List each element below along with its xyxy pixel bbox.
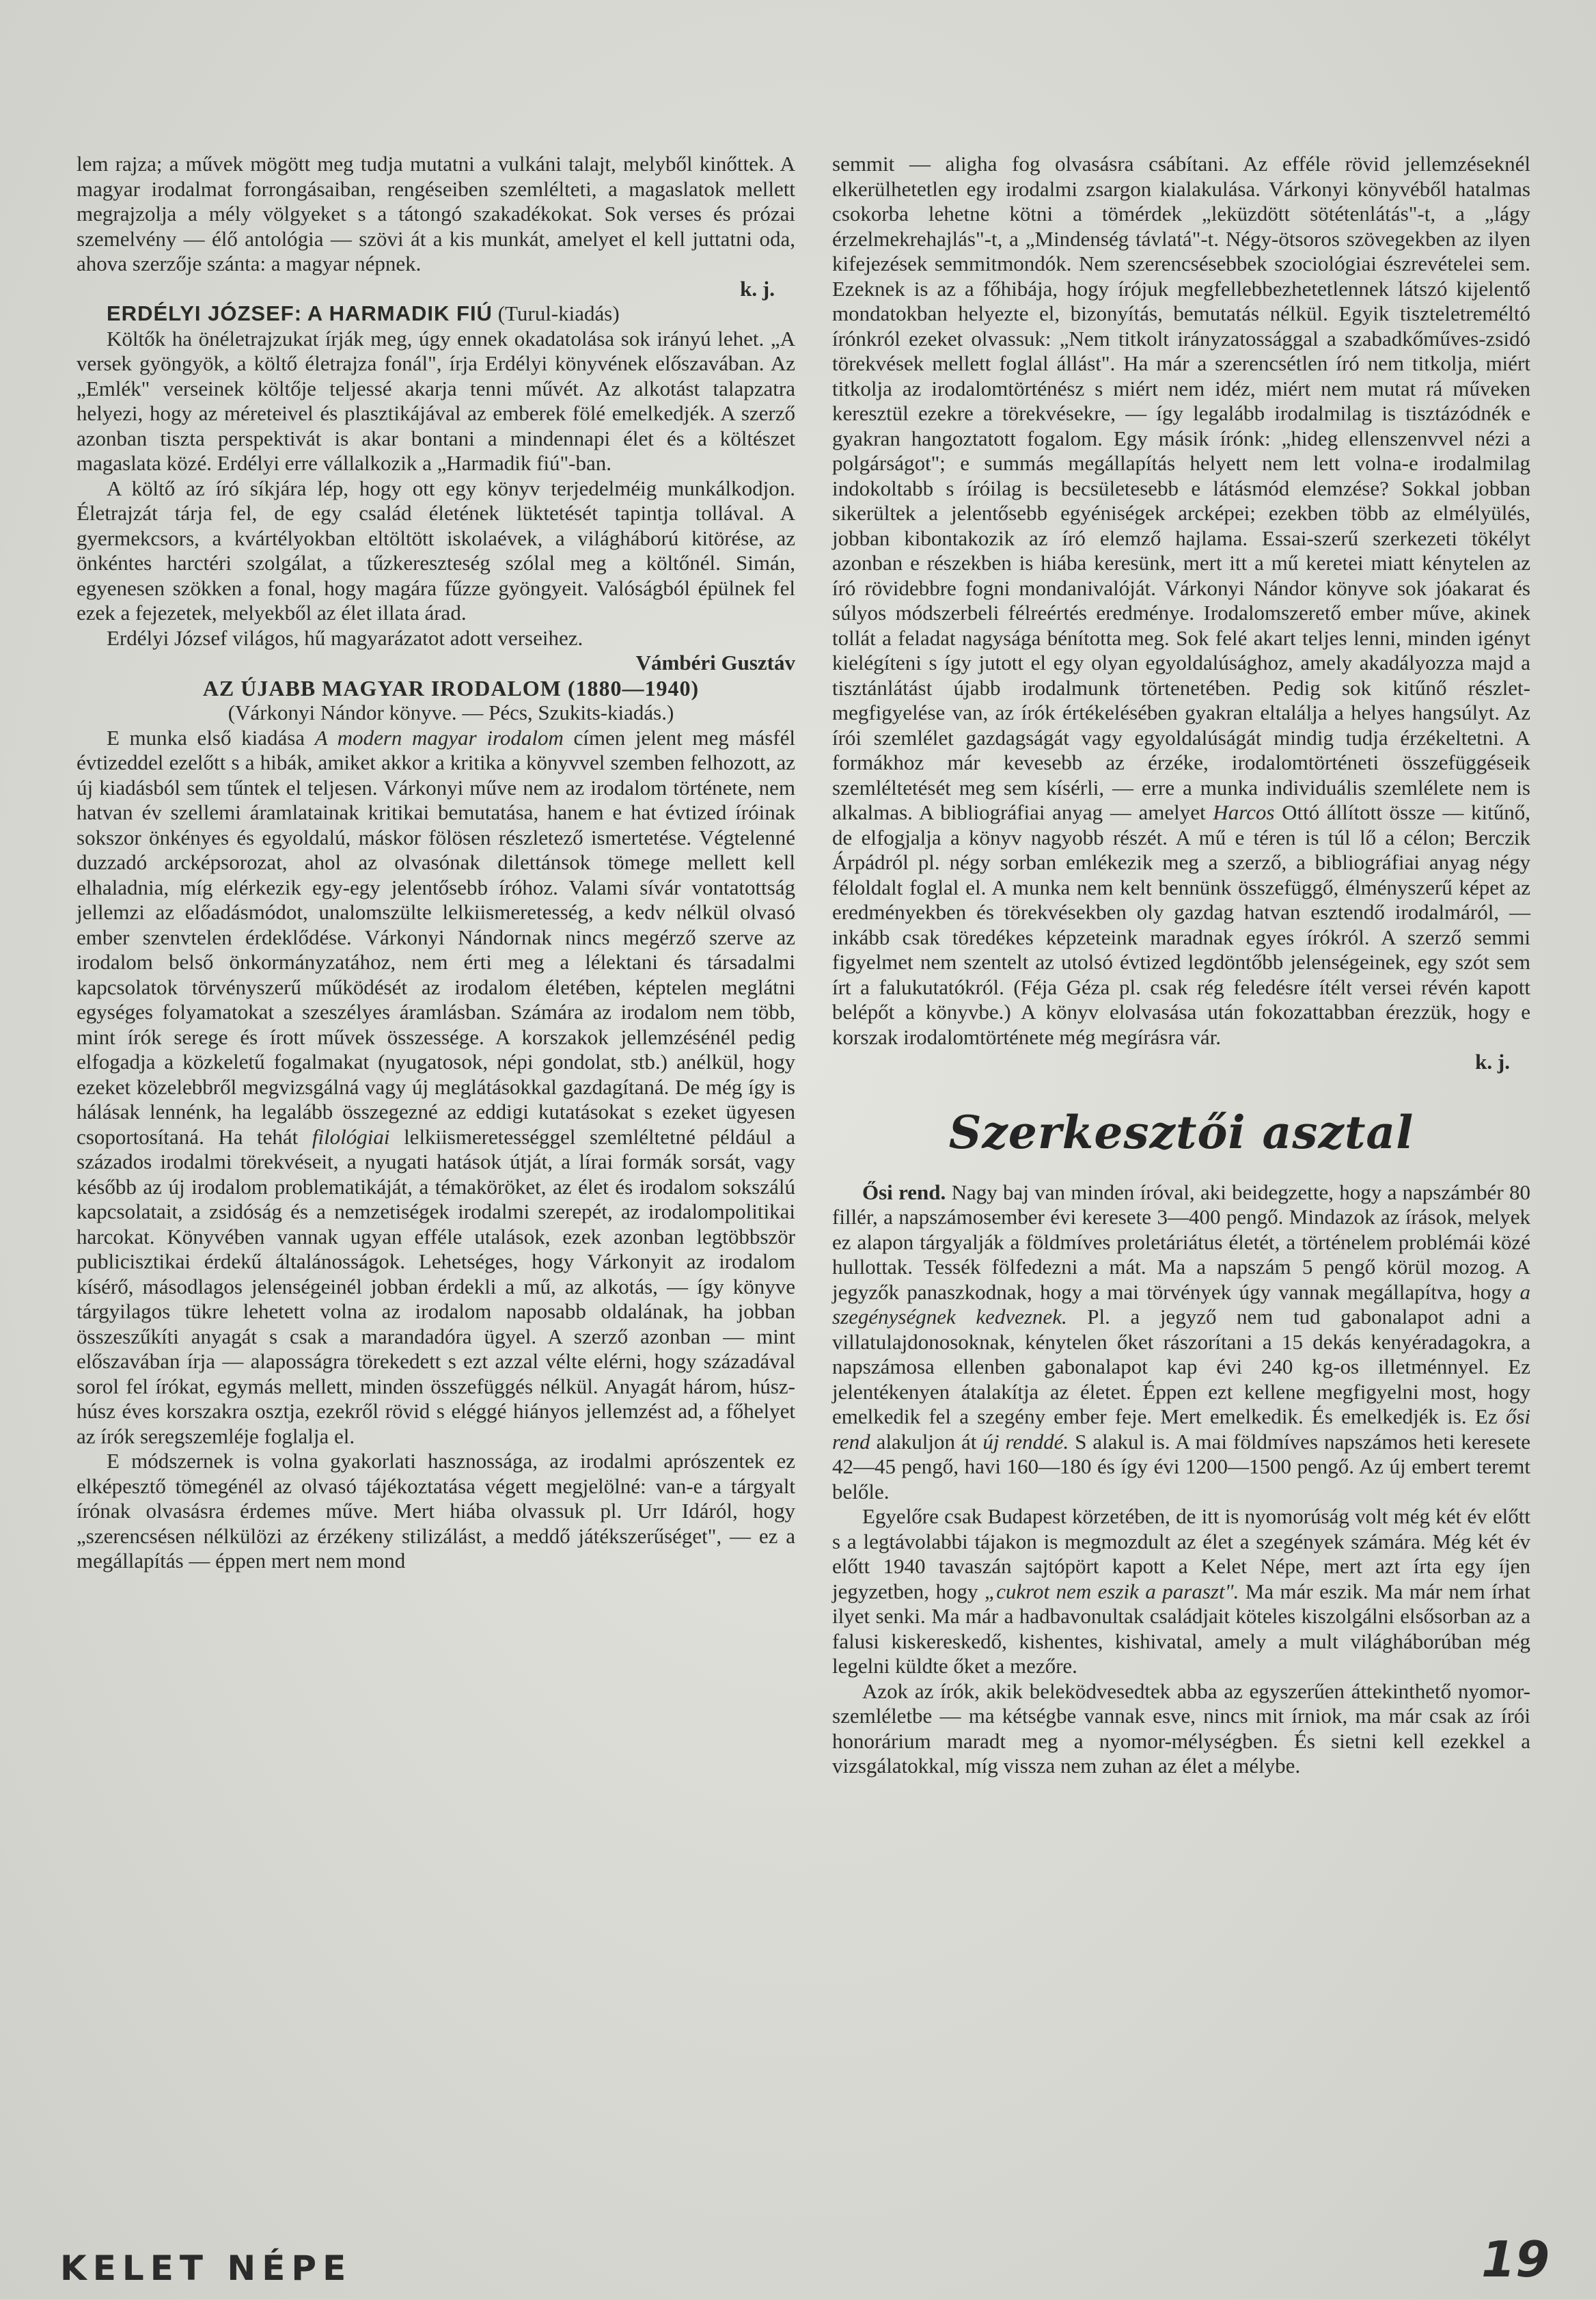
- review2-title: AZ ÚJABB MAGYAR IRODALOM (1880—1940): [202, 675, 700, 700]
- text-run: Nagy baj van minden íróval, aki beidegzette, hogy a napszámbér 80 fillér, a napszámosember évi keresete 3—400 pengő. Mindazok az írások, melyek ez alapon tárgyalják a földmíves proletáriátus életét, a történelem problémái közé hullottak. Tessék fölfedezni a mát. Ma a napszám 5 pengő körül mozog. A jegyzők panaszkodnak, hogy a mai törvények úgy vannak megállapítva, hogy: [832, 1180, 1531, 1304]
- review1-paragraph: A költő az író síkjára lép, hogy ott egy könyv terjedelméig munkálkodjon. Életrajzát tárja fel, de egy család életének lüktetését tapintja tollával. A gyermekcsors, a kvártélyokban eltöltött iskolaévek, a világháború kitörése, az önkéntes harctéri szolgálat, a tűzkereszteség szólal meg a költőnél. Simán, egyenesen szökken a fonal, hogy magára fűzze gyöngyeit. Valóságból épülnek fel ezek a fejezetek, melyekből az élet illata árad.: [77, 476, 795, 625]
- review1-paragraph: Költők ha önéletrajzukat írják meg, úgy ennek okadatolása sok irányú lehet. „A versek gyöngyök, a költő életrajza fonál", írja Erdélyi könyvének előszavában. Az „Emlék" verseinek költője teljessé akarja tenni művét. Az alkotást talapzatra helyezi, hogy az méreteivel és plasztikájával az emberek fölé emelkedjék. A szerző azonban tiszta perspektivát is akar bontani a mindennapi élet és a költészet magaslata közé. Erdélyi erre vállalkozik a „Harmadik fiú"-ban.: [77, 326, 795, 475]
- review-author: ERDÉLYI JÓZSEF:: [107, 301, 303, 325]
- review2-continuation: [832, 152, 1530, 1050]
- intro-paragraph: lem rajza; a művek mögött meg tudja mutatni a vulkáni talajt, melyből kinőttek. A magyar irodalmat forrongásaiban, rengéseiben szemlélteti, a magaslatok mellett megrajzolja a mély völgyeket s a tátongó szakadékokat. Sok verses és prózai szemelvény — élő antológia — szövi át a kis munkát, amelyet el kell juttatni oda, ahova szerzője szánta: a magyar népnek.: [77, 152, 795, 275]
- editorial-paragraph: Azok az írók, akik beleködvesedtek abba az egyszerűen áttekinthető nyomor-szemléletbe — ma kétségbe vannak esve, nincs mit írniok, ma már csak az írói honorárium maradt meg a nyomor-mélységben. És sietni kell ezekkel a vizsgálatokkal, míg vissza nem zuhan az élet a mélybe.: [832, 1678, 1530, 1778]
- italic-phrase: új renddé.: [982, 1429, 1069, 1454]
- italic-name: Harcos: [1213, 800, 1275, 824]
- text-run: lelkiismeretességgel szemléltetné például a százados irodalmi törekvéseit, a nyugati hatások útját, a lírai formák sorsát, vagy később az új irodalom problematikáját, a témaköröket, az élet és irodalom sokszálú kapcsolatait, a zsidóság és a nemzetiségek irodalmi szerepét, az irodalompolitikai harcokat. Könyvében vannak ugyan efféle utalások, ezek azonban legtöbbször publicisztikai érdekű általánosságok. Lehetséges, hogy Várkonyit az irodalom kísérő, másodlagos jelenségeinél jobban érdekli a mű, az alkotás, — így könyve tárgyilagos tükre lehetett volna az irodalom naposabb oldalának, ha jobban összeszűkíti anyagát s csak a marandadóra ügyel. A szerző azonban — mint előszavában írja — alaposságra törekedett s ezt azzal vélte elérni, hogy századával sorol fel írókat, egymás mellett, minden összefüggés nélkül. Anyagát három, húsz-húsz éves korszakra osztja, ezekről rövid s eléggé hiányos jellemzést ad, a főhelyet az írók seregszemléje foglalja el.: [77, 1124, 795, 1448]
- italic-book-title: A modern magyar irodalom: [314, 725, 564, 750]
- review1-paragraph: Erdélyi József világos, hű magyarázatot adott verseihez.: [107, 625, 583, 650]
- review-publisher: (Turul-kiadás): [497, 301, 620, 325]
- text-run: S alakul is. A mai földmíves napszámos heti keresete 42—45 pengő, havi 160—180 és így évi 1200—1500 pengő. Az új embert teremt belőle.: [832, 1429, 1531, 1504]
- review2-paragraph: [77, 726, 795, 1450]
- text-run: E munka első kiadása: [107, 725, 315, 750]
- right-column: [832, 152, 1530, 1779]
- intro-signature: k. j.: [740, 276, 775, 301]
- review-book-title: A HARMADIK FIÚ: [307, 301, 493, 325]
- text-run: Ottó állított össze — kitűnő, de elfogjalja a könyv nagyobb részét. A mű e téren is túl lő a célon; Berczik Árpádról pl. négy sorban emlékezik meg a szerző, a bibliográfiai anyag négy féloldalt foglal el. A munka nem kelt bennünk összefüggő, élményszerű képet az eredményekben és törekvésekben oly gazdag hatvan esztendő irodalmáról, — inkább csak töredékes képzeteink maradnak egyes írókról. A szerző semmi figyelmet nem szentelt az utolsó évtized legdöntőbb jelenségeinek, egy szót sem írt a falukutatókról. (Féja Géza pl. csak rég feledésre ítélt versei révén kapott belépőt a könyvbe.) A könyv elolvasása után fokozattabban érezzük, hogy e korszak irodalomtörténete még megírásra vár.: [832, 800, 1531, 1049]
- review2-signature: k. j.: [1475, 1050, 1510, 1074]
- editorial-paragraph: [832, 1180, 1530, 1505]
- text-run: Egyelőre csak Budapest körzetében, de itt is nyomorúság volt még két év előtt s a legtávolabbi tájakon is megmozdult az élet a szegények számára. Még két év előtt 1940 tavaszán sajtópört kapott a Kelet Népe, mert azt írta egy íjen jegyzetben, hogy: [832, 1504, 1530, 1603]
- page-number: 19: [1481, 2231, 1550, 2288]
- review1-signature: Vámbéri Gusztáv: [635, 651, 795, 675]
- review2-paragraph: E módszernek is volna gyakorlati hasznossága, az irodalmi aprószentek ez elképesztő tömegénél az olvasó tájékoztatása végett megjelölné: van-e a tárgyalt írónak olvasásra érdemes műve. Mert hiába olvassuk pl. Urr Idáról, hogy „szerencsésen nélkülözi az érzékeny stilizálást, a meddő játékszerűséget", — ez a megállapítás — éppen mert nem mond: [77, 1449, 795, 1573]
- section-heading: Szerkesztői asztal: [948, 1105, 1414, 1159]
- editorial-lead: Ősi rend.: [862, 1180, 946, 1204]
- review2-subtitle: (Várkonyi Nándor könyve. — Pécs, Szukits-kiadás.): [228, 700, 674, 724]
- italic-term: filológiai: [312, 1124, 390, 1149]
- text-run: Ma már eszik. Ma már nem írhat ilyet senki. Ma már a hadbavonultak családjait köteles kiszolgálni elsősorban az a falusi kiskereskedő, kishentes, kishivatal, amely a mult világháborúban még legelni küldte őket a mezőre.: [832, 1579, 1531, 1678]
- italic-quote: „cukrot nem eszik a paraszt".: [984, 1579, 1239, 1603]
- italic-phrase: a szegénységnek kedveznek.: [832, 1279, 1530, 1329]
- italic-phrase: ősi rend: [832, 1404, 1530, 1454]
- review-heading-harmadik-fiu: [77, 301, 795, 327]
- left-column: [77, 152, 795, 1574]
- text-run: semmit — aligha fog olvasásra csábítani. Az efféle rövid jellemzéseknél elkerülhetetlen egy irodalmi zsargon kialakulása. Várkonyi könyvéből hatalmas csokorba lehetne kötni a tömérdek „leküzdött sötétenlátás"-t, a „lágy érzelmekrehajlás"-t, a „Mindenség távlatá"-t. Négy-ötsoros szövegekben az ilyen kifejezések semmitmondók. Nem szerencsésebbek szociológiai észrevételei sem. Ezeknek is az a főhibája, hogy írójuk megfellebbezhetetlennek látszó kijelentő mondatokban helyezte el, bizonyítás, bemutatás nélkül. Egyik tiszteletreméltó írónkról ezeket olvassuk: „Nem titkolt irányzatossággal a szabadkőműves-zsidó törekvések mellett foglal állást". Ha már a szerencsétlen író nem titkolja, miért titkolja az irodalomtörténész s miért nem idéz, miért nem mutat rá műveken keresztül ezekre a törekvésekre, — így legalább irodalmilag is tisztázódnék e gyakran hangoztatott fogalom. Egy másik írónk: „hideg ellenszenvvel nézi a polgárságot"; e summás megállapítás helyett nem lett volna-e irodalmilag indokoltabb s íróilag is becsületesebb e látásmód elemzése? Sokkal jobban sikerültek a jelentősebb egyéniségek arcképei; ezekben több az elmélyülés, jobban kibontakozik az író elemző hajlama. Essai-szerű szerkezeti tökélyt azonban e részekben is hiába keresünk, mert itt a mű keretei miatt kénytelen az író rövidebbre fogni mondanivalóját. Várkonyi Nándor könyve sok jóakarat és súlyos módszerbeli félreértés eredménye. Irodalomszerető ember műve, akinek tollát a feladat nagysága bénította meg. Sok felé akart teljes lenni, minden igényt kielégíteni s így jutott el egy olyan egyoldalúsághoz, amely akadályozza majd a tisztánlátást újabb irodalmunk törtenetében. Pedig sok kitűnő részlet-megfigyelése van, az írók értékelésében gyakran eltalálja a helyes hangsúlyt. Az írói szemlélet gazdagságát vagy egyoldalúságát mindig tudja érzékeltetni. A formákhoz már kevesebb az érzéke, irodalomtörténeti összefüggéseik szemléltetését meg sem kísérli, — erre a munka individuális szemlélete nem is alkalmas. A bibliográfiai anyag — amelyet: [832, 152, 1530, 824]
- text-run: Pl. a jegyző nem tud gabonalapot adni a villatulajdonosoknak, kénytelen őket rászorítani a 15 dekás kenyéradagokra, a napszámosa ellenben gabonalapot kap évi 240 kg-os illetménnyel. Ez jelentékenyen átalakítja az életet. Éppen ezt kellene megfigyelni most, hogy emelkedik fel a szegény ember feje. Mert emelkedik. És emelkedjék is. Ez: [832, 1305, 1530, 1428]
- text-run: alakuljon át: [870, 1429, 983, 1454]
- text-run: címen jelent meg másfél évtizeddel ezelőtt s a hibák, amiket akkor a kritika a könyvvel szemben felhozott, az új kiadásból sem tűntek el teljesen. Várkonyi műve nem az irodalom története, nem hatvan év szellemi áramlatainak kritikai bemutatása, hanem e hat évtized íróinak sokszor önkényes és egyoldalú, máskor fölösen részletező ismertetése. Végtelenné duzzadó arcképsorozat, ahol az olvasónak dilettánsok tömege mellett kell elhaladnia, míg elérkezik egy-egy jelentősebb íróhoz. Valami sívár vontatottság jellemzi az előadásmódot, unalomszülte lelkiismeretesség, a kedv nélkül olvasó ember szenvtelen érdeklődése. Várkonyi Nándornak nincs megérző szerve az irodalom belső önkormányzatához, nem érti meg a lélektani és társadalmi kapcsolatok törvényszerű működését az irodalom életében, képtelen meglátni egységes folyamatokat a szeszélyes áramlásban. Számára az irodalom nem több, mint írók serege és írott művek összessége. A korszakok jellemzésénél pedig elfogadja a közkeletű fogalmakat (nyugatosok, népi gondolat, stb.) anélkül, hogy ezeket közelebbről megvizsgálná vagy új meglátásokkal gazdagítaná. De még így is hálásak lennénk, ha legalább összegezné az eddigi kutatásokat s ezeket ügyesen csoportosítaná. Ha tehát: [77, 725, 796, 1149]
- editorial-paragraph: [832, 1504, 1530, 1679]
- magazine-name: KELET NÉPE: [60, 2248, 353, 2288]
